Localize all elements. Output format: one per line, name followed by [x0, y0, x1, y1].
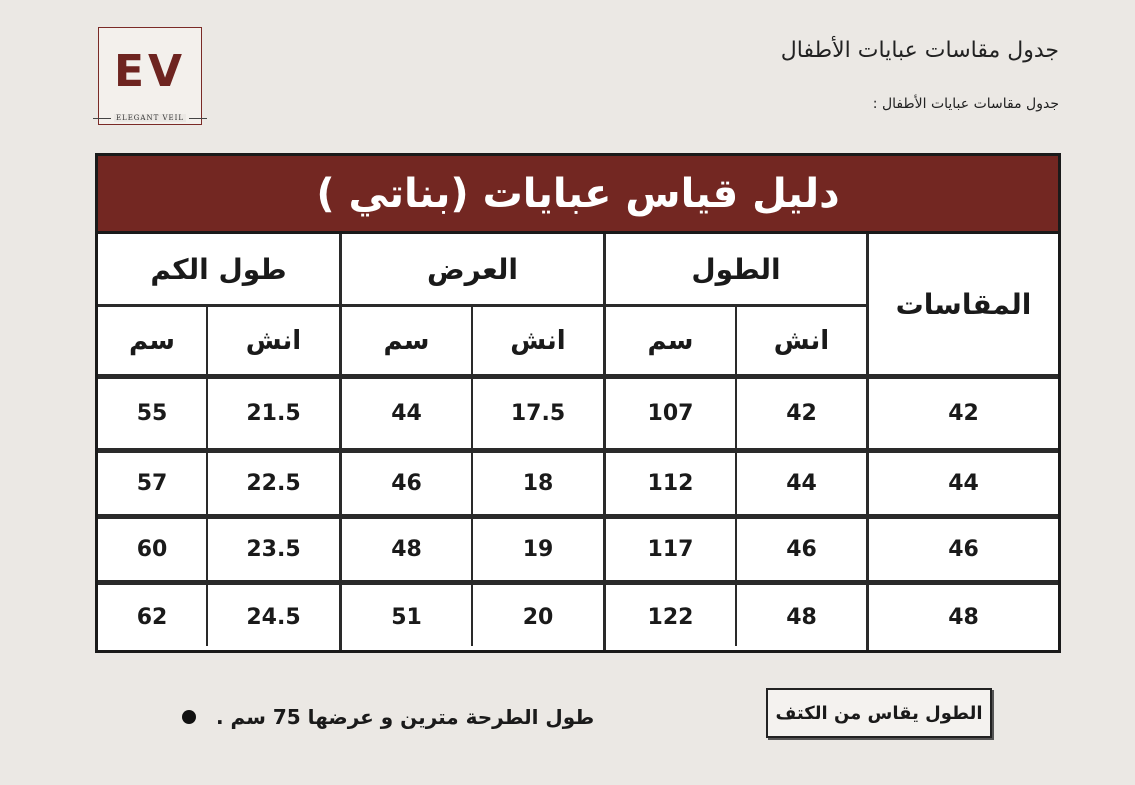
cell-size: 44 — [948, 471, 979, 496]
cell-length-inch: 48 — [786, 605, 817, 630]
cell-length-cm: 107 — [647, 401, 694, 426]
bullet-icon — [182, 710, 196, 724]
header-sleeve: طول الكم — [150, 252, 287, 286]
logo-mark: EV — [113, 46, 187, 97]
cell-width-cm: 51 — [391, 605, 422, 630]
cell-length-cm: 117 — [647, 537, 694, 562]
brand-logo — [98, 27, 202, 125]
unit-width-inch: انش — [510, 325, 566, 356]
scarf-note — [182, 705, 594, 729]
header-length: الطول — [691, 252, 781, 286]
cell-width-inch: 20 — [522, 605, 554, 630]
cell-width-cm: 44 — [391, 401, 422, 426]
cell-sleeve-inch: 22.5 — [246, 471, 301, 496]
scarf-note-text: طول الطرحة مترين و عرضها 75 سم . — [216, 705, 595, 729]
cell-width-cm: 48 — [391, 537, 422, 562]
cell-sleeve-inch: 24.5 — [246, 605, 301, 630]
cell-width-inch: 19 — [522, 537, 554, 562]
cell-length-cm: 122 — [647, 605, 694, 630]
cell-sleeve-cm: 62 — [136, 605, 168, 630]
cell-sleeve-inch: 23.5 — [246, 537, 301, 562]
header-width: العرض — [427, 252, 518, 286]
cell-length-inch: 46 — [786, 537, 817, 562]
unit-length-inch: انش — [773, 325, 830, 356]
measure-note-box — [766, 688, 992, 738]
cell-width-cm: 46 — [391, 471, 422, 496]
cell-size: 42 — [948, 401, 979, 426]
cell-size: 48 — [948, 605, 979, 630]
cell-length-cm: 112 — [647, 471, 694, 496]
header-sizes: المقاسات — [895, 287, 1032, 321]
cell-sleeve-inch: 21.5 — [246, 401, 301, 426]
unit-length-cm: سم — [647, 325, 694, 356]
size-chart-table — [95, 153, 1061, 653]
unit-width-cm: سم — [383, 325, 430, 356]
page-subtitle: جدول مقاسات عبايات الأطفال : — [872, 96, 1059, 112]
unit-sleeve-cm: سم — [129, 325, 175, 356]
page-title: جدول مقاسات عبايات الأطفال — [780, 38, 1059, 63]
cell-length-inch: 42 — [786, 401, 817, 426]
logo-subtitle-text: ELEGANT VEIL — [115, 114, 185, 122]
cell-width-inch: 18 — [522, 471, 554, 496]
cell-size: 46 — [948, 537, 979, 562]
cell-length-inch: 44 — [786, 471, 817, 496]
cell-sleeve-cm: 57 — [136, 471, 168, 496]
measure-note-text: الطول يقاس من الكتف — [775, 702, 983, 724]
table-banner: دليل قياس عبايات (بناتي ) — [98, 156, 1058, 234]
cell-width-inch: 17.5 — [510, 401, 566, 426]
logo-subtitle — [93, 114, 207, 122]
cell-sleeve-cm: 60 — [136, 537, 168, 562]
unit-sleeve-inch: انش — [245, 325, 302, 356]
cell-sleeve-cm: 55 — [136, 401, 168, 426]
table-grid — [98, 234, 1058, 650]
